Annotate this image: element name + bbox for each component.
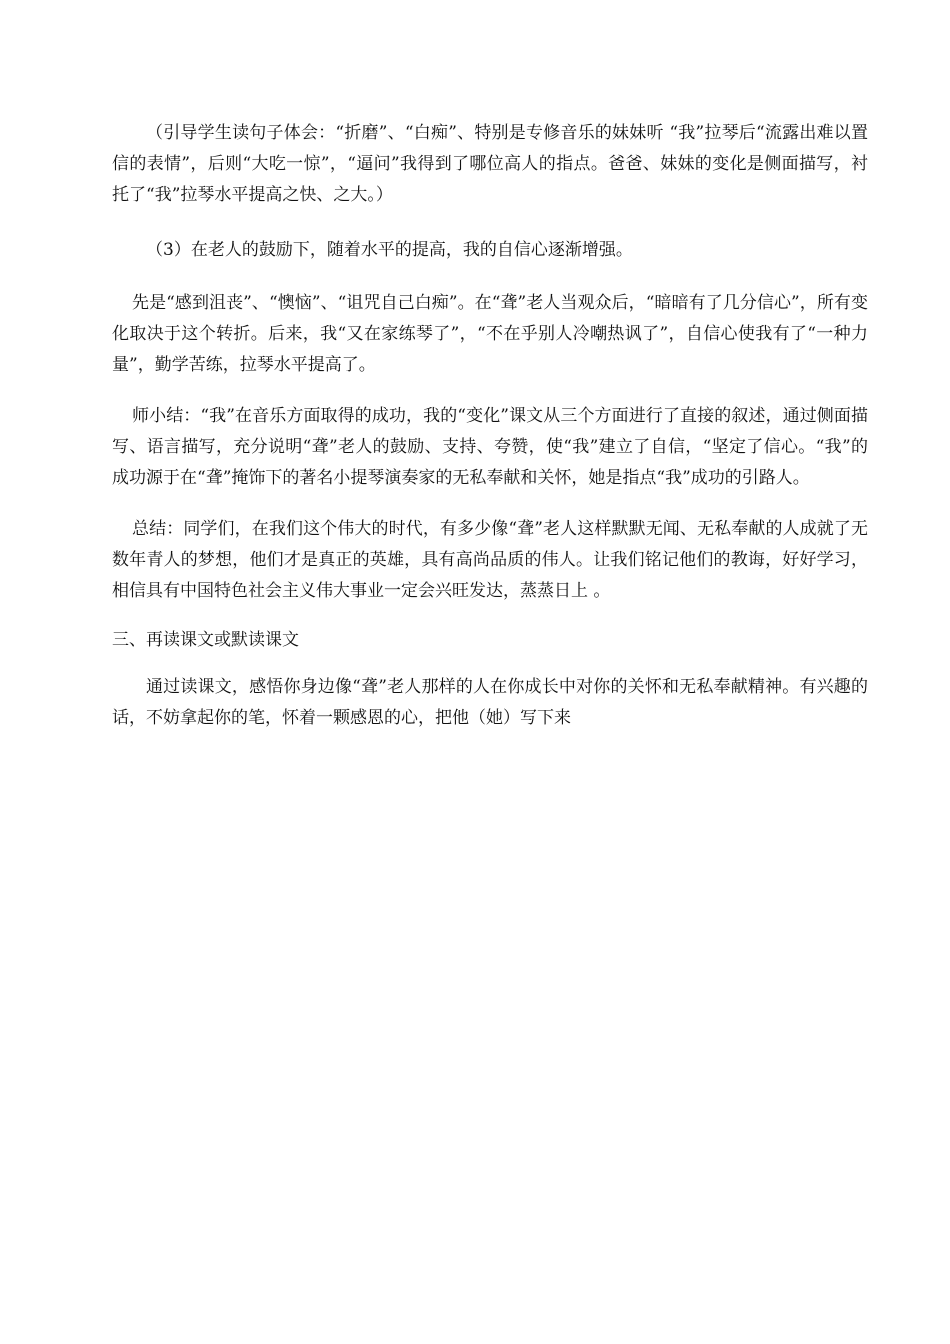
paragraph-point-3: （3）在老人的鼓励下，随着水平的提高，我的自信心逐渐增强。 [146,240,633,260]
section-heading-reread: 三、再读课文或默读课文 [112,630,299,650]
paragraph-teacher-summary: 师小结：“我”在音乐方面取得的成功，我的“变化”课文从三个方面进行了直接的叙述，通过侧面描写、语言描写，充分说明“聋”老人的鼓励、支持、夸赞，使“我”建立了自信，“坚定了信心。“我”的成功源于在“聋”掩饰下的著名小提琴演奏家的无私奉献和关怀，她是指点“我”成功的引路人。 [112,406,868,488]
paragraph-assignment: 通过读课文，感悟你身边像“聋”老人那样的人在你成长中对你的关怀和无私奉献精神。有兴趣的话，不妨拿起你的笔，怀着一颗感恩的心，把他（她）写下来 [112,677,868,728]
paragraph-guidance: （引导学生读句子体会：“折磨”、“白痴”、特别是专修音乐的妹妹听 “我”拉琴后“流露出难以置信的表情”，后则“大吃一惊”，“逼问”我得到了哪位高人的指点。爸爸、妹妹的变化是侧面描写，衬托了“我”拉琴水平提高之快、之大。） [112,123,868,205]
paragraph-conclusion: 总结：同学们，在我们这个伟大的时代，有多少像“聋”老人这样默默无闻、无私奉献的人成就了无数年青人的梦想，他们才是真正的英雄，具有高尚品质的伟人。让我们铭记他们的教诲，好好学习，相信具有中国特色社会主义伟大事业一定会兴旺发达，蒸蒸日上 。 [112,519,868,601]
paragraph-confidence-change: 先是“感到沮丧”、“懊恼”、“诅咒自己白痴”。在“聋”老人当观众后，“暗暗有了几分信心”，所有变化取决于这个转折。后来，我“又在家练琴了”，“不在乎别人冷嘲热讽了”，自信心使我有了“一种力量”，勤学苦练，拉琴水平提高了。 [112,293,868,375]
